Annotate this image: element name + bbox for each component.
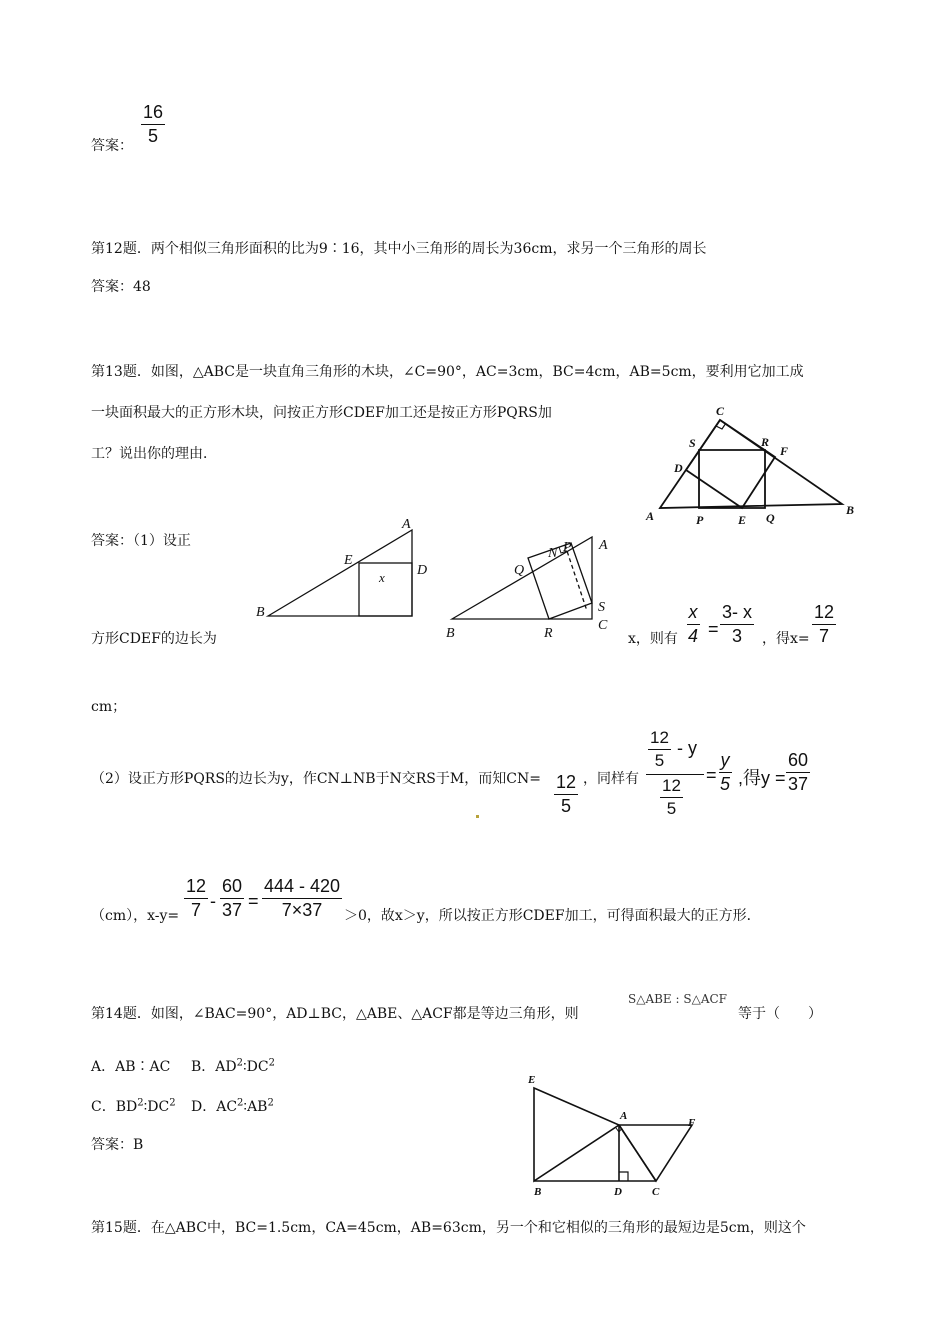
fig13-label-C: C — [716, 404, 725, 418]
equals-sign: = — [708, 619, 719, 639]
fig1-label-D: D — [417, 563, 428, 578]
question-14: 第14题．如图，∠BAC=90°，AD⊥BC，△ABE、△ACF都是等边三角形，则 — [91, 1006, 579, 1022]
fig14-label-F: F — [688, 1117, 696, 1129]
question-13-line3: 工？说出你的理由． — [91, 446, 217, 462]
fig13-label-R: R — [761, 435, 770, 449]
speck — [476, 815, 479, 818]
equals-sign-3: = — [248, 891, 259, 911]
minus-sign: - — [210, 891, 216, 911]
fraction-y-over-5: $\frac{y}{5}$ — [720, 750, 731, 794]
answer-13-same: ，同样有 — [583, 771, 639, 787]
fig2-label-A: A — [599, 538, 608, 553]
figure-14 — [520, 1068, 710, 1203]
fraction-60-over-37-b: $\frac{60}{37}$ — [222, 876, 243, 920]
compound-minus-y: - y — [677, 738, 697, 758]
answer-13-then: x，则有 — [628, 631, 678, 647]
fig14-label-E: E — [528, 1074, 536, 1086]
answer-13-side: 方形CDEF的边长为 — [91, 631, 217, 647]
answer-13-diff: （cm），x-y= — [91, 908, 180, 924]
answer-figure-1 — [250, 512, 440, 622]
figure-13-triangle — [640, 400, 870, 530]
answer-fraction: $\frac{16}{5}$ — [143, 102, 164, 146]
fig13-label-F: F — [780, 444, 789, 458]
question-12: 第12题．两个相似三角形面积的比为9∶16，其中小三角形的周长为36cm，求另一个三角形的周长 — [91, 241, 707, 257]
fig13-label-S: S — [689, 436, 696, 450]
question-13-line2: 一块面积最大的正方形木块，问按正方形CDEF加工还是按正方形PQRS加 — [91, 405, 552, 421]
fig2-label-Q: Q — [514, 563, 525, 578]
question-13-line1: 第13题．如图，△ABC是一块直角三角形的木块，∠C=90°，AC=3cm，BC=4cm，AB=5cm，要利用它加工成 — [91, 364, 804, 380]
question-15: 第15题．在△ABC中，BC=1.5cm，CA=45cm，AB=63cm，另一个和它相似的三角形的最短边是5cm，则这个 — [91, 1220, 806, 1236]
equals-sign-2: = — [706, 765, 717, 785]
fraction-444-minus-420: $\frac{444 - 420}{7\times 37}$ — [264, 876, 341, 920]
answer-13-get-x: ，得x= — [762, 631, 810, 647]
fig13-label-E: E — [738, 513, 747, 527]
answer-13-unit: cm； — [91, 699, 127, 715]
fraction-12-over-7: $\frac{12}{7}$ — [814, 602, 835, 646]
answer-13-part2: （2）设正方形PQRS的边长为y，作CN⊥NB于N交RS于M，而知CN= — [91, 771, 541, 787]
compound-bottom-fraction: $\frac{12}{5}$ — [662, 776, 681, 818]
fig1-label-x: x — [379, 570, 385, 585]
fig1-label-B: B — [256, 605, 265, 620]
fraction-60-over-37: $\frac{60}{37}$ — [788, 750, 809, 794]
answer-figure-2 — [440, 527, 630, 647]
fig2-label-N: N — [548, 546, 558, 561]
fig14-label-B: B — [534, 1186, 542, 1198]
option-b: B．$AD^2∶DC^2$ — [191, 1057, 275, 1075]
answer-13-get-y: ,得y = — [738, 768, 786, 788]
answer-label: 答案： — [91, 138, 133, 154]
question-14-tail: 等于（ ） — [738, 1006, 822, 1022]
compound-top-fraction: $\frac{12}{5}$ — [650, 728, 669, 770]
fig14-label-C: C — [652, 1186, 660, 1198]
answer-13-start: 答案：（1）设正 — [91, 533, 191, 549]
fig2-label-P: P — [563, 540, 572, 555]
fraction-3-minus-x: $\frac{3- x}{3}$ — [722, 602, 753, 646]
compound-fraction — [646, 728, 706, 820]
fig1-label-A: A — [402, 517, 411, 532]
fig13-label-Q: Q — [766, 511, 775, 525]
area-ratio: S△ABE : S△ACF — [628, 992, 727, 1006]
fig13-label-B: B — [846, 503, 855, 517]
fig2-label-S: S — [598, 600, 605, 615]
fraction-cn: $\frac{12}{5}$ — [556, 772, 577, 816]
option-d: D．$AC^2∶AB^2$ — [191, 1097, 274, 1115]
compound-main-bar — [646, 774, 704, 775]
option-c: C．$BD^2∶DC^2$ — [91, 1097, 176, 1115]
fig1-label-E: E — [344, 553, 353, 568]
fig14-label-D: D — [614, 1186, 622, 1198]
fig2-label-R: R — [544, 626, 553, 641]
fraction-12-over-7-b: $\frac{12}{7}$ — [186, 876, 207, 920]
fig13-label-A: A — [646, 509, 655, 523]
fraction-x-over-4: $\frac{x}{4}$ — [688, 602, 699, 646]
answer-13-conclusion: ＞0，故x＞y，所以按正方形CDEF加工，可得面积最大的正方形． — [344, 908, 761, 924]
fig2-label-C: C — [598, 618, 608, 633]
fig14-label-A: A — [620, 1110, 628, 1122]
answer-12: 答案：48 — [91, 279, 151, 295]
fig2-label-B: B — [446, 626, 455, 641]
answer-14: 答案：B — [91, 1137, 144, 1153]
option-a: A．AB∶AC — [91, 1059, 171, 1075]
fig13-label-D: D — [674, 461, 683, 475]
fig13-label-P: P — [696, 513, 704, 527]
